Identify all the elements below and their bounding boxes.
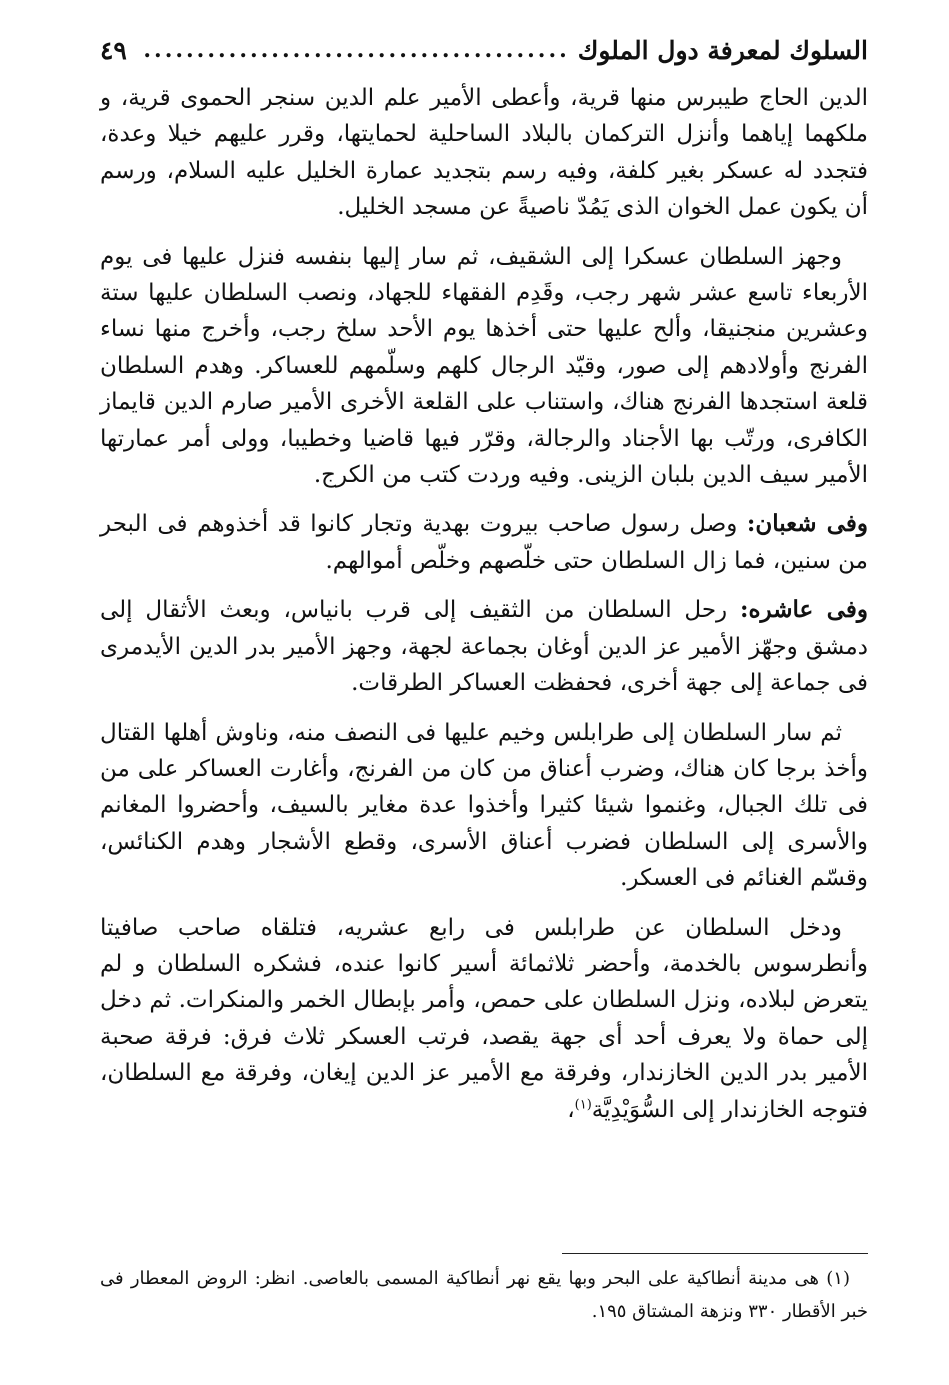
footnote-text: (١) هى مدينة أنطاكية على البحر وبها يقع نهر أنطاكية المسمى بالعاصى. انظر: الروض المعطار فى خبر الأقطار ٣٣٠ ونزهة المشتاق ١٩٥. xyxy=(100,1268,868,1322)
book-title: السلوك لمعرفة دول الملوك xyxy=(577,35,868,65)
paragraph xyxy=(100,592,868,701)
paragraph-text: وصل رسول صاحب بيروت بهدية وتجار كانوا قد أخذوهم فى البحر من سنين، فما زال السلطان حتى خلّصهم وخلّص أموالهم. xyxy=(100,511,868,574)
main-text xyxy=(100,80,868,1141)
page-number: ٤٩ xyxy=(100,35,127,65)
paragraph-tail: ، xyxy=(567,1096,575,1123)
paragraph xyxy=(100,910,868,1128)
paragraph-text: الدين الحاج طيبرس منها قرية، وأعطى الأمير علم الدين سنجر الحموى قرية، و ملكهما إياهما وأنزل التركمان بالبلاد الساحلية لحمايتها، وقرر عليهم خيلا وعدة، فتجدد له عسكر بغير كلفة، وفيه رسم بتجديد عمارة الخليل عليه السلام، ورسم أن يكون عمل الخوان الذى يَمُدّ ناصيةً عن مسجد الخليل. xyxy=(100,85,868,221)
paragraph xyxy=(100,80,868,226)
paragraph-text: وجهز السلطان عسكرا إلى الشقيف، ثم سار إليها بنفسه فنزل عليها فى يوم الأربعاء تاسع عشر شهر رجب، وقَدِم الفقهاء للجهاد، ونصب السلطان عليها ستة وعشرين منجنيقا، وألح عليها حتى أخذها يوم الأحد سلخ رجب، وأخرج منها نساء الفرنج وأولادهم إلى صور، وقيّد الرجال كلهم وسلّمهم للعساكر. وهدم السلطان قلعة استجدها الفرنج هناك، واستناب على القلعة الأخرى الأمير صارم الدين قايماز الكافرى، ورتّب بها الأجناد والرجالة، وقرّر فيها قاضيا وخطيبا، وولى أمر عمارتها الأمير سيف الدين بلبان الزينى. وفيه وردت كتب من الكرج. xyxy=(100,243,868,489)
leader-dots: ........................................ xyxy=(143,37,570,63)
paragraph-lead: وفى عاشره: xyxy=(739,596,868,624)
paragraph-text: رحل السلطان من الثقيف إلى قرب بانياس، وبعث الأثقال إلى دمشق وجهّز الأمير عز الدين أوغان بجماعة لجهة، وجهز الأمير بدر الدين الأيدمرى فى جماعة إلى جهة أخرى، فحفظت العساكر الطرقات. xyxy=(100,597,868,697)
paragraph-text: ودخل السلطان عن طرابلس فى رابع عشريه، فتلقاه صاحب صافيتا وأنطرسوس بالخدمة، وأحضر ثلاثمائة أسير كانوا عنده، فشكره السلطان و لم يتعرض لبلاده، ونزل السلطان على حمص، وأمر بإبطال الخمر والمنكرات. ثم دخل إلى حماة ولا يعرف أحد أى جهة يقصد، فرتب العسكر ثلاث فرق: فرقة صحبة الأمير بدر الدين الخازندار، وفرقة مع الأمير عز الدين إيغان، وفرقة مع السلطان، فتوجه الخازندار إلى السُّوَيْدِيَّة xyxy=(100,914,868,1123)
footnote xyxy=(100,1262,868,1328)
footnote-separator xyxy=(562,1253,868,1254)
paragraph-lead: وفى شعبان: xyxy=(746,510,868,538)
paragraph-text: ثم سار السلطان إلى طرابلس وخيم عليها فى النصف منه، وناوش أهلها القتال وأخذ برجا كان هناك، وضرب أعناق من كان من الفرنج، وأغارت العساكر على من فى تلك الجبال، وغنموا شيئا كثيرا وأخذوا عدة مغاير بالسيف، وأحضروا المغانم والأسرى إلى السلطان فضرب أعناق الأسرى، وقطع الأشجار وهدم الكنائس، وقسّم الغنائم فى العسكر. xyxy=(100,719,868,892)
paragraph xyxy=(100,715,868,897)
running-header xyxy=(100,30,868,70)
paragraph xyxy=(100,506,868,579)
footnote-reference[interactable]: (١) xyxy=(574,1096,592,1112)
paragraph xyxy=(100,239,868,494)
